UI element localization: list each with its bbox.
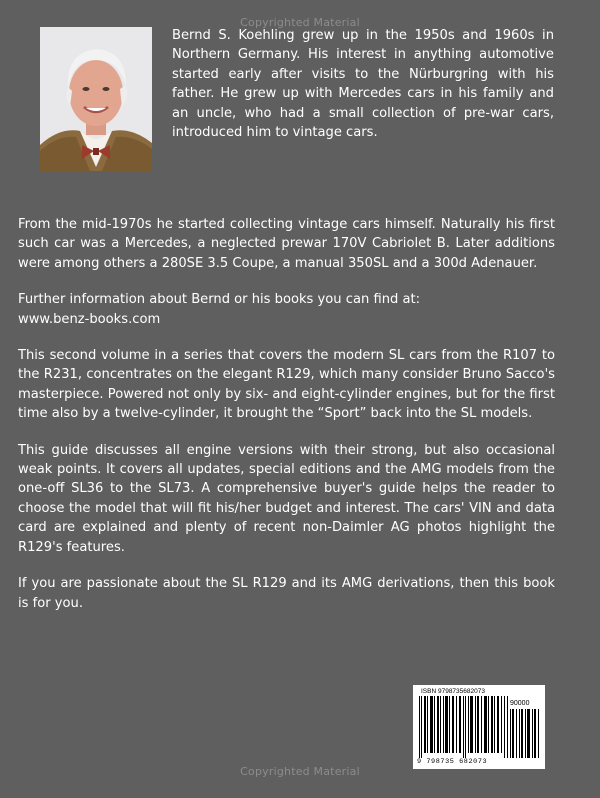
paragraph-series: This second volume in a series that covers the modern SL cars from the R107 to the R231, concentrates on the elegant R129, which many consider Bruno Sacco's masterpiece. Powered not only by six- and eight-cylinder engines, but for the first time also by a twelve-cylinder, it brought the “Sport” back into the SL models.: [18, 348, 555, 422]
paragraph-closing: If you are passionate about the SL R129 and its AMG derivations, then this book is for you.: [18, 576, 555, 611]
watermark-bottom: Copyrighted Material: [240, 765, 360, 778]
barcode-digits: 9 798735 682073: [417, 758, 488, 766]
isbn-label: ISBN 9798735682073: [421, 688, 485, 695]
price-code: 90000: [510, 700, 530, 707]
author-photo: [40, 27, 152, 171]
back-cover-text: [18, 215, 555, 630]
addon-barcode: [510, 709, 540, 758]
author-bio: Bernd S. Koehling grew up in the 1950s and 1960s in Northern Germany. His interest in anything automotive started early after visits to the Nürburgring with his father. He grew up with Mercedes cars in his family and an uncle, who had a small collection of pre-war cars, introduced him to vintage cars.: [172, 28, 554, 141]
further-info: [18, 290, 555, 329]
paragraph-guide: This guide discusses all engine versions with their strong, but also occasional weak points. It covers all updates, special editions and the AMG models from the one-off SL36 to the SL73. A comprehensive buyer's guide helps the reader to choose the model that will fit his/her budget and interest. The cars' VIN and data card are explained and plenty of recent non-Daimler AG photos highlight the R129's features.: [18, 442, 555, 555]
further-info-line: Further information about Bernd or his books you can find at:: [18, 292, 421, 308]
watermark-top: Copyrighted Material: [240, 16, 360, 29]
main-barcode: [419, 696, 509, 758]
isbn-barcode: [413, 685, 545, 769]
website-link: www.benz-books.com: [18, 311, 161, 327]
paragraph-collecting: From the mid-1970s he started collecting vintage cars himself. Naturally his first such car was a Mercedes, a neglected prewar 170V Cabriolet B. Later additions were among others a 280SE 3.5 Coupe, a manual 350SL and a 300d Adenauer.: [18, 217, 555, 271]
